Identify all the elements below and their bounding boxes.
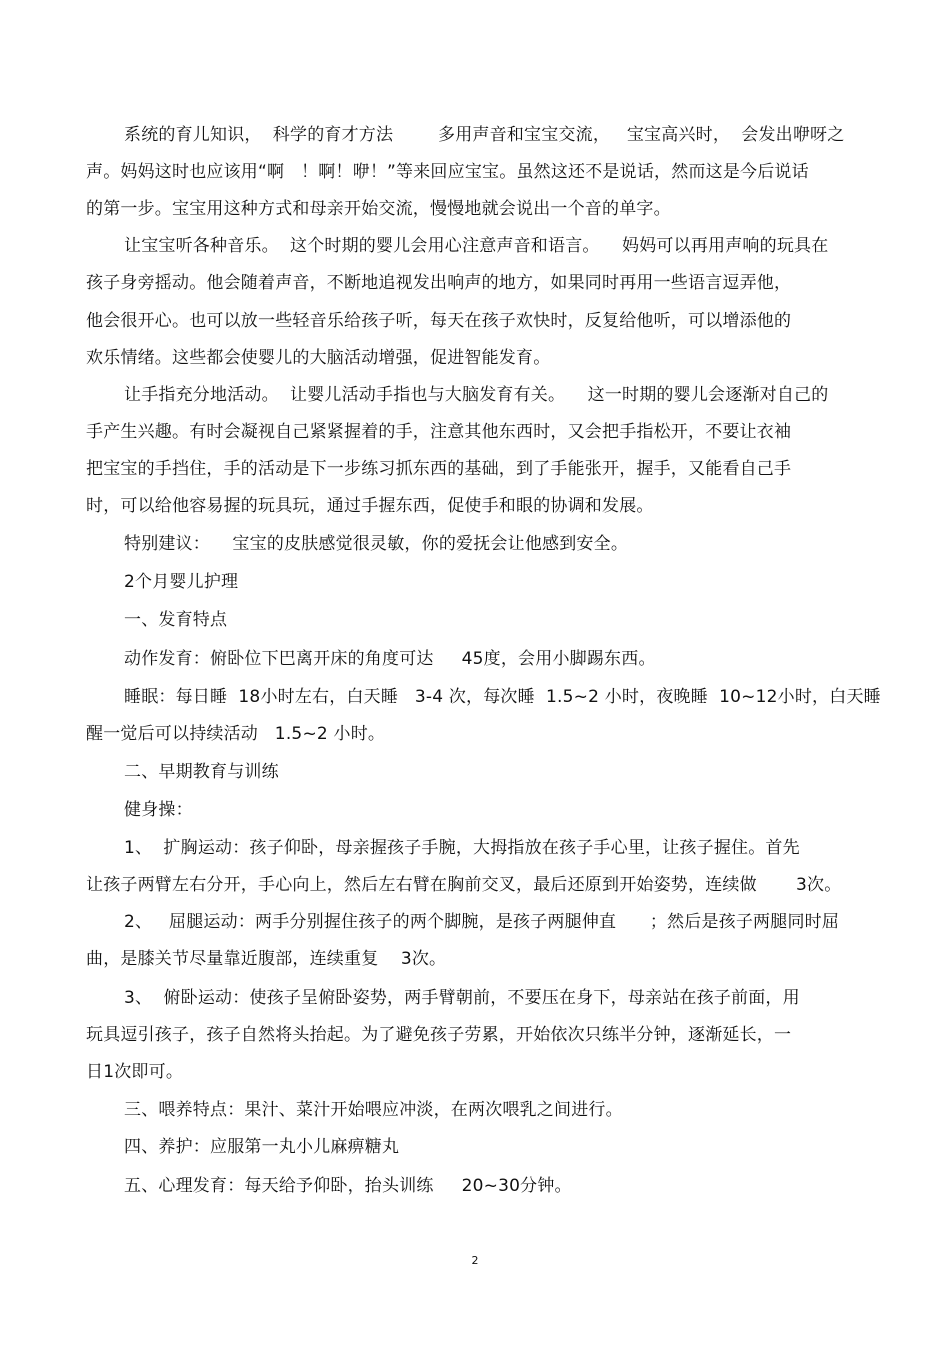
paragraph-line: 孩子身旁摇动。他会随着声音，不断地追视发出响声的地方，如果同时再用一些语言逗弄他， [86,273,792,293]
section-line: 五、心理发育：每天给予仰卧，抬头训练 20~30分钟。 [124,1176,572,1196]
paragraph-line: 让宝宝听各种音乐。 这个时期的婴儿会用心注意声音和语言。 妈妈可以再用声响的玩具在 [124,236,829,256]
list-item-continuation: 曲，是膝关节尽量靠近腹部，连续重复 3次。 [86,949,447,969]
paragraph-line: 睡眠：每日睡 18小时左右，白天睡 3-4 次，每次睡 1.5~2 小时，夜晚睡 10~12小时，白天睡 [124,687,881,707]
list-item-continuation: 日1次即可。 [86,1062,184,1082]
section-line: 四、养护：应服第一丸小儿麻痹糖丸 [124,1137,400,1157]
section-heading: 二、早期教育与训练 [124,762,279,782]
paragraph-line: 动作发育：俯卧位下巴离开床的角度可达 45度，会用小脚踢东西。 [124,649,656,669]
paragraph-line: 系统的育儿知识， 科学的育才方法 多用声音和宝宝交流， 宝宝高兴时， 会发出咿呀之 [124,125,845,145]
section-line: 三、喂养特点：果汁、菜汁开始喂应冲淡，在两次喂乳之间进行。 [124,1100,623,1120]
paragraph-line: 特别建议： 宝宝的皮肤感觉很灵敏，你的爱抚会让他感到安全。 [124,534,629,554]
paragraph-line: 声。妈妈这时也应该用“啊 ！啊！咿！”等来回应宝宝。虽然这还不是说话，然而这是今后说话 [86,162,809,182]
paragraph-line: 健身操： [124,800,193,820]
paragraph-line: 欢乐情绪。这些都会使婴儿的大脑活动增强，促进智能发育。 [86,348,551,368]
paragraph-line: 手产生兴趣。有时会凝视自己紧紧握着的手，注意其他东西时，又会把手指松开，不要让衣袖 [86,422,792,442]
paragraph-line: 时，可以给他容易握的玩具玩，通过手握东西，促使手和眼的协调和发展。 [86,496,654,516]
section-heading: 2个月婴儿护理 [124,572,239,592]
list-item: 3、 俯卧运动：使孩子呈俯卧姿势，两手臂朝前，不要压在身下，母亲站在孩子前面，用 [124,988,800,1008]
section-heading: 一、发育特点 [124,610,228,630]
list-item-continuation: 玩具逗引孩子，孩子自然将头抬起。为了避免孩子劳累，开始依次只练半分钟，逐渐延长，一 [86,1025,792,1045]
paragraph-line: 醒一觉后可以持续活动 1.5~2 小时。 [86,724,386,744]
list-item: 2、 屈腿运动：两手分别握住孩子的两个脚腕，是孩子两腿伸直 ；然后是孩子两腿同时屈 [124,912,840,932]
paragraph-line: 的第一步。宝宝用这种方式和母亲开始交流，慢慢地就会说出一个音的单字。 [86,199,671,219]
paragraph-line: 让手指充分地活动。 让婴儿活动手指也与大脑发育有关。 这一时期的婴儿会逐渐对自己的 [124,385,829,405]
list-item: 1、 扩胸运动：孩子仰卧，母亲握孩子手腕，大拇指放在孩子手心里，让孩子握住。首先 [124,838,800,858]
paragraph-line: 他会很开心。也可以放一些轻音乐给孩子听，每天在孩子欢快时，反复给他听，可以增添他的 [86,311,792,331]
paragraph-line: 把宝宝的手挡住，手的活动是下一步练习抓东西的基础，到了手能张开，握手，又能看自己手 [86,459,792,479]
list-item-continuation: 让孩子两臂左右分开，手心向上，然后左右臂在胸前交叉，最后还原到开始姿势，连续做 3次。 [86,875,842,895]
page-number: 2 [471,1254,479,1267]
